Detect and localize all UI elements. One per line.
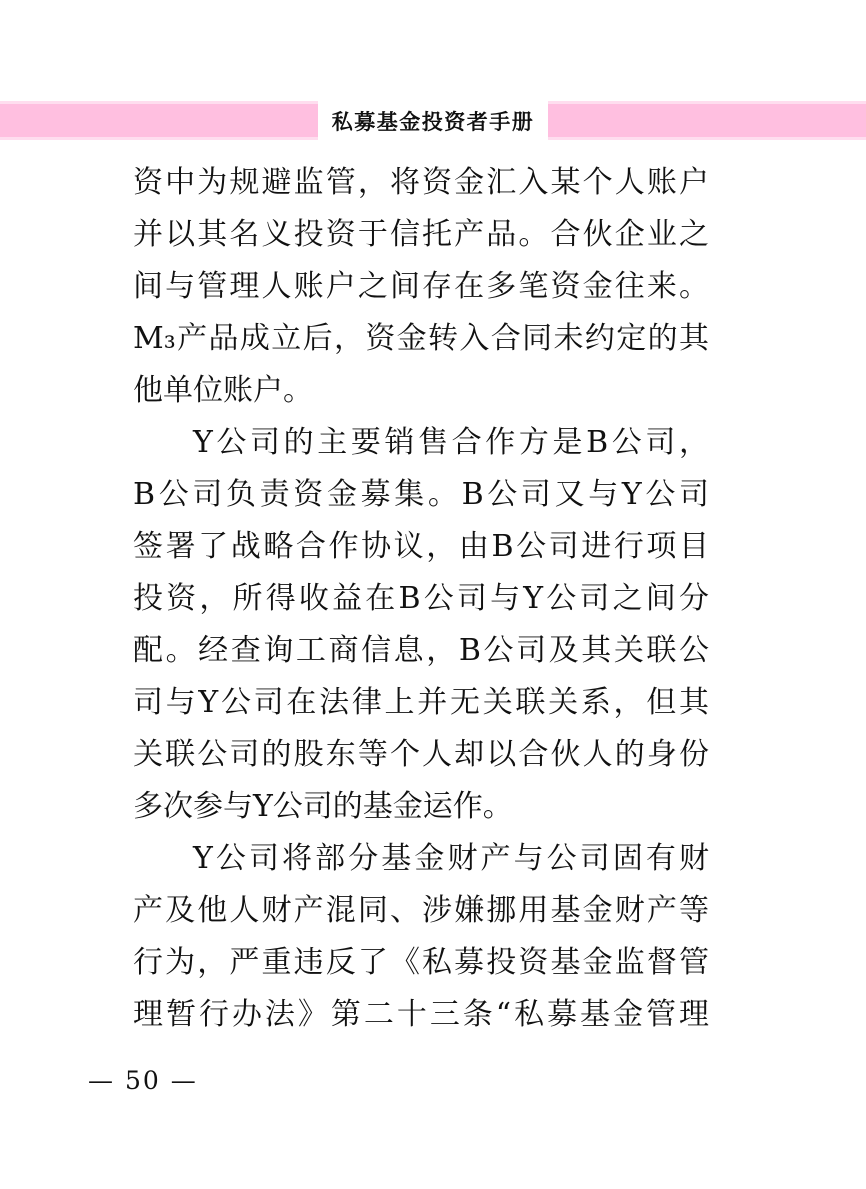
text-line: 配。经查询工商信息，B公司及其关联公 xyxy=(133,633,709,668)
text-line: 多次参与Y公司的基金运作。 xyxy=(133,789,513,824)
page-title: 私募基金投资者手册 xyxy=(331,108,535,134)
page-body xyxy=(133,157,709,1041)
text-line: 行为，严重违反了《私募投资基金监督管 xyxy=(133,945,709,980)
text-line: 间与管理人账户之间存在多笔资金往来。 xyxy=(133,269,709,304)
text-line: B公司负责资金募集。B公司又与Y公司 xyxy=(133,477,709,512)
text-line: 他单位账户。 xyxy=(133,373,313,408)
text-line: 投资，所得收益在B公司与Y公司之间分 xyxy=(133,581,709,616)
text-line: 资中为规避监管，将资金汇入某个人账户 xyxy=(133,165,709,200)
running-head xyxy=(0,101,866,140)
header-band-right xyxy=(548,101,866,140)
text-line: 并以其名义投资于信托产品。合伙企业之 xyxy=(133,217,709,252)
paragraph xyxy=(133,417,709,833)
header-band-left xyxy=(0,101,318,140)
text-line: 司与Y公司在法律上并无关联关系，但其 xyxy=(133,685,709,720)
page-number: — 50 — xyxy=(88,1066,198,1095)
text-line: Y公司将部分基金财产与公司固有财 xyxy=(193,841,709,876)
paragraph xyxy=(133,157,709,417)
text-line: 理暂行办法》第二十三条“私募基金管理 xyxy=(133,997,709,1032)
paragraph xyxy=(133,833,709,1041)
text-line: Y公司的主要销售合作方是B公司， xyxy=(193,425,709,460)
text-line: 产及他人财产混同、涉嫌挪用基金财产等 xyxy=(133,893,709,928)
text-line: 关联公司的股东等个人却以合伙人的身份 xyxy=(133,737,709,772)
text-line: M₃产品成立后，资金转入合同未约定的其 xyxy=(133,321,709,356)
text-line: 签署了战略合作协议，由B公司进行项目 xyxy=(133,529,709,564)
